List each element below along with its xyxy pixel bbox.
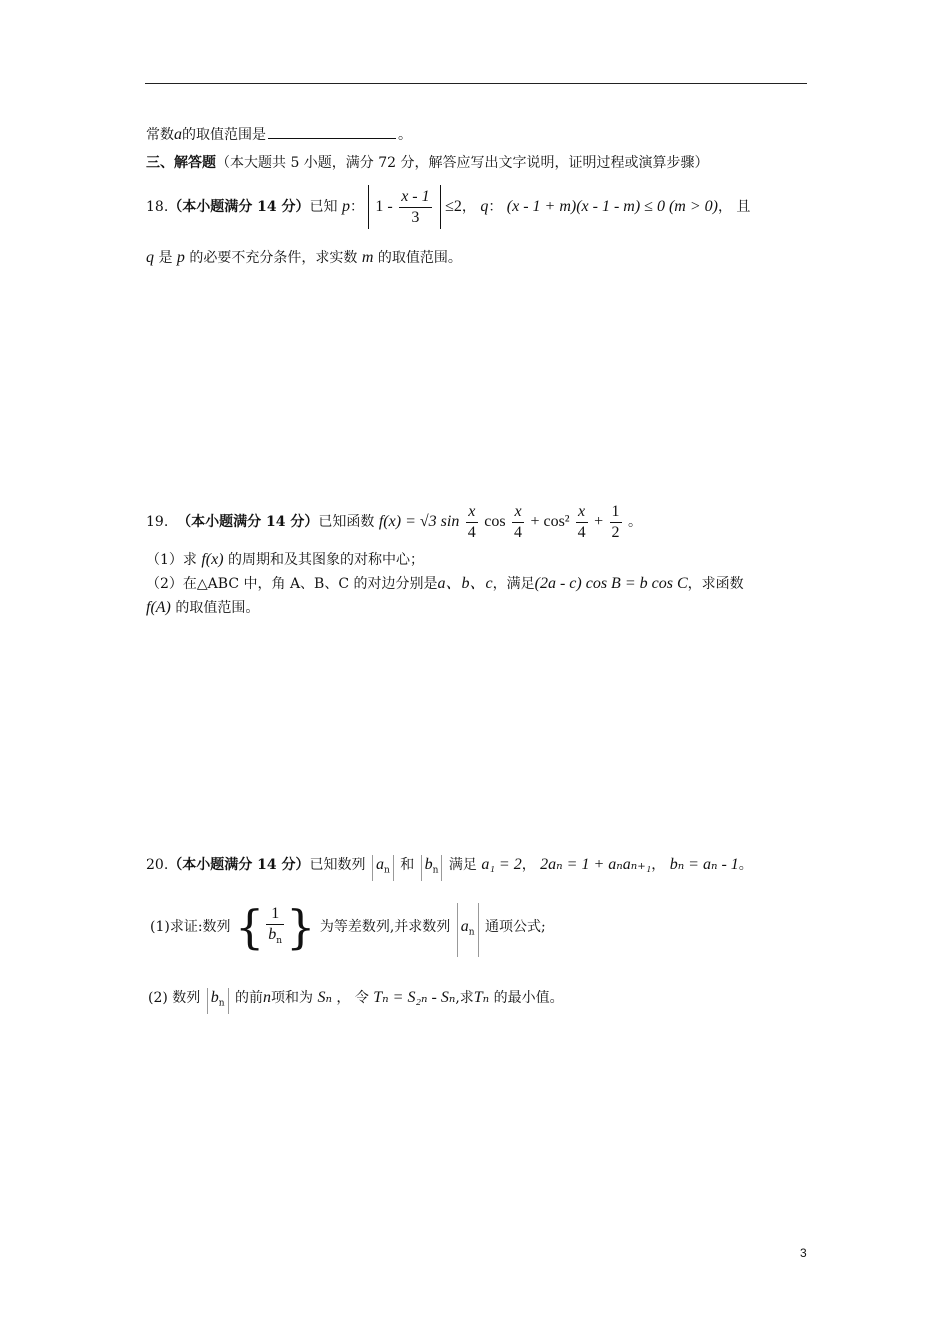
left-brace: {: [235, 900, 265, 954]
q20-part2-sum: 项和为: [270, 990, 313, 1006]
q18-abs: [368, 185, 440, 229]
q20-part1-frac: [266, 904, 284, 951]
q19-frac-3-num: x: [576, 502, 588, 523]
q19-part1-text: 的周期和及其图象的对称中心；: [223, 552, 425, 568]
q20-part2-tn-def: Tₙ = S₂ₙ - Sₙ: [373, 989, 456, 1006]
q18-and: ， 且: [717, 199, 751, 215]
q20-score: （本小题满分 14 分）: [168, 857, 310, 873]
q19-part2-fa: f(A): [146, 599, 171, 616]
q20-cond3: bₙ = aₙ - 1: [669, 856, 739, 873]
q18-p: p: [341, 198, 350, 215]
q20-part2-label: (2) 数列: [148, 990, 201, 1006]
q19-frac-2: [512, 502, 524, 543]
q18-line2-m: m: [361, 249, 374, 266]
q20-line1: [146, 855, 753, 881]
q19-part2-last: 的取值范围。: [170, 600, 260, 616]
q18-comma: ，: [461, 199, 476, 215]
q18-frac-num: x - 1: [399, 187, 431, 208]
q19-part2-mid: ，满足: [492, 576, 535, 592]
q18-line2-p: p: [176, 249, 185, 266]
q20-part2-let: ， 令: [336, 990, 369, 1006]
q19-frac-1: [466, 502, 478, 543]
q19-plus-cos2: + cos²: [530, 513, 574, 530]
q19-part2-text: （2）在△ABC 中，角 A、B、C 的对边分别是: [146, 576, 438, 592]
q20-part2: [148, 988, 564, 1014]
q20-sep2: ，: [651, 857, 666, 873]
q20-cond2: 2aₙ = 1 + aₙaₙ₊₁: [540, 856, 652, 873]
q19-frac-1-den: 4: [467, 523, 476, 541]
q18-lead: 已知: [309, 199, 338, 215]
q19-end: 。: [628, 514, 642, 530]
q18-line2-q: q: [146, 249, 154, 266]
q20-part2-mid: 的前: [234, 990, 263, 1006]
q18-score: （本小题满分 14 分）: [168, 199, 310, 215]
q20-part2-sn: Sₙ: [317, 989, 332, 1006]
q20-part2-tn: Tₙ: [473, 989, 490, 1006]
q19-part1-f: f(x): [201, 551, 224, 568]
q19-part2-cont: [146, 598, 259, 618]
q19-part2-end: ，求函数: [687, 576, 744, 592]
q19-frac-3: [576, 502, 588, 543]
q19-half-den: 2: [611, 523, 620, 541]
q19-lead: 已知函数: [318, 514, 375, 530]
q18-line2-mid: 是: [154, 250, 177, 266]
q19-part1: [146, 550, 424, 570]
section-title: 三、解答题: [146, 155, 216, 171]
section-note: （本大题共 5 小题，满分 72 分，解答应写出文字说明，证明过程或演算步骤）: [216, 155, 709, 171]
q20-he: 和: [400, 857, 415, 873]
q19-part2-eq: (2a - c) cos B = b cos C: [534, 575, 688, 592]
q18-number: 18.: [146, 199, 169, 215]
q19-frac-2-den: 4: [514, 523, 522, 541]
q20-part1-num: 1: [266, 904, 284, 925]
q18-one-minus: 1 -: [375, 198, 393, 215]
q20-end: 。: [738, 857, 753, 873]
header-rule: [145, 83, 807, 84]
q20-satisfy: 满足: [448, 857, 477, 873]
q18-colon: ：: [349, 199, 364, 215]
q19-cos: cos: [484, 513, 506, 530]
q20-part1-an: a: [460, 918, 469, 935]
q20-part1-den: b: [268, 925, 277, 943]
q20-part1-seq-a: [457, 903, 479, 957]
q20-seq-b: [421, 855, 443, 881]
q19-frac-half: [610, 502, 622, 543]
q20-part1-end: 通项公式;: [484, 919, 546, 935]
q18-fraction: [399, 187, 431, 228]
answer-blank[interactable]: [268, 124, 396, 139]
section-heading: [146, 153, 709, 173]
top-line-suffix: 的取值范围是: [182, 127, 266, 143]
q18-q: q: [480, 198, 489, 215]
top-line: [146, 124, 412, 145]
q19-frac-1-num: x: [466, 502, 478, 523]
q20-part1-an-sub: n: [468, 927, 475, 938]
q20-bn: b: [424, 856, 433, 873]
q18-le2: ≤2: [445, 198, 462, 215]
q18-q-expr: (x - 1 + m)(x - 1 - m) ≤ 0 (m > 0): [506, 198, 718, 215]
q20-seq-a: [372, 855, 394, 881]
q20-part2-bn: b: [210, 989, 219, 1006]
q20-an: a: [375, 856, 384, 873]
q20-an-sub: n: [383, 865, 390, 876]
q19-frac-3-den: 4: [577, 523, 586, 541]
q20-number: 20.: [146, 857, 169, 873]
page-number: 3: [800, 1246, 807, 1260]
q19-f-lhs: f(x) = √3 sin: [378, 513, 460, 530]
q18-colon2: ：: [488, 199, 503, 215]
q20-part2-seek: ,求: [455, 990, 474, 1006]
q20-part2-n: n: [262, 989, 271, 1006]
q20-part1: [150, 900, 546, 957]
q20-part2-bn-sub: n: [218, 998, 225, 1009]
q18-frac-den: 3: [411, 208, 420, 226]
q19-part1-label: （1）求: [146, 552, 202, 568]
top-line-end: 。: [398, 127, 412, 143]
q18-line1: [146, 185, 750, 229]
q19-score: （本小题满分 14 分）: [177, 514, 319, 530]
q20-part1-label: (1)求证:数列: [150, 919, 231, 935]
q19-part2: [146, 574, 744, 594]
q20-bn-sub: n: [432, 865, 439, 876]
q19-number: 19.: [146, 514, 169, 530]
top-line-prefix: 常数: [146, 127, 174, 143]
q20-sep1: ，: [521, 857, 536, 873]
q19-line1: [146, 500, 642, 544]
q20-cond1: a₁ = 2: [481, 856, 522, 873]
q20-part1-mid: 为等差数列,并求数列: [319, 919, 451, 935]
q20-part2-end: 的最小值。: [493, 990, 564, 1006]
q20-part2-seq-b: [207, 988, 229, 1014]
q18-line2-text: 的必要不充分条件，求实数: [184, 250, 362, 266]
q19-plus: +: [594, 513, 604, 530]
q19-part2-abc: a、b、c: [437, 575, 493, 592]
q20-lead: 已知数列: [309, 857, 366, 873]
q19-half-num: 1: [610, 502, 622, 523]
q18-line2: [146, 248, 462, 268]
q19-frac-2-num: x: [512, 502, 524, 523]
q20-part1-den-wrap: [266, 925, 284, 951]
q18-line2-end: 的取值范围。: [373, 250, 462, 266]
var-a: a: [174, 126, 182, 143]
right-brace: }: [286, 900, 316, 954]
q20-part1-den-sub: n: [276, 935, 283, 946]
